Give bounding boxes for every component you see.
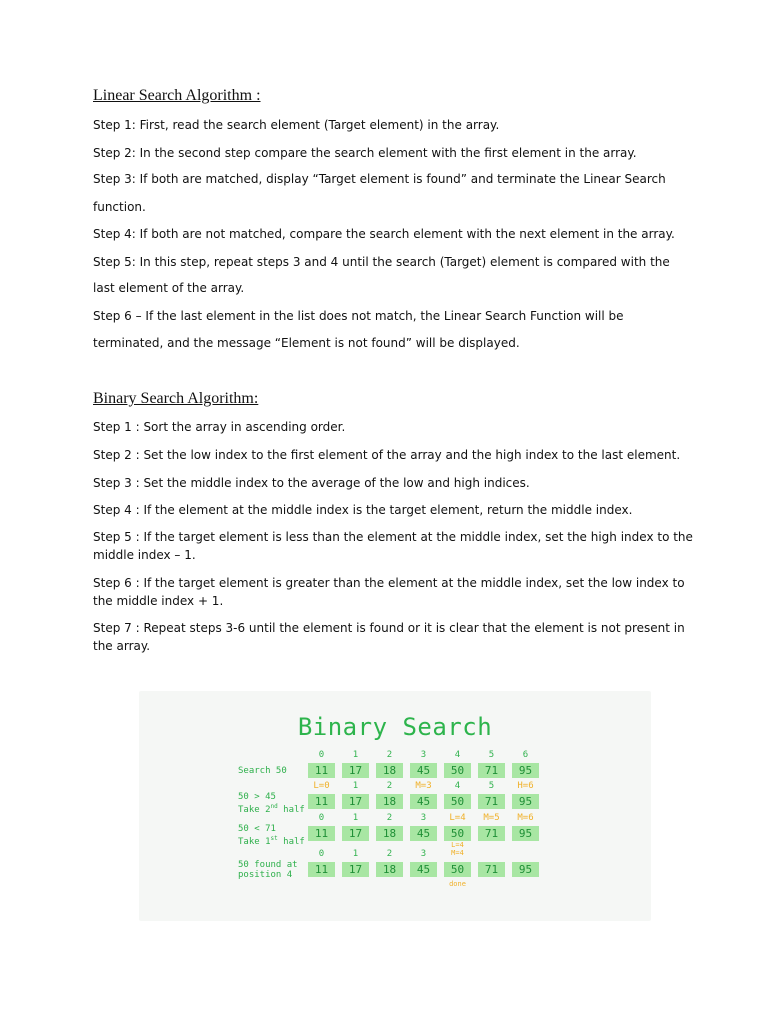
index-label: 3: [420, 750, 427, 760]
row-label: [238, 860, 298, 880]
array-cell: 50: [444, 826, 471, 841]
array-cell: 11: [308, 763, 335, 778]
row-label-line: Search 50: [238, 766, 287, 776]
row-label-line: Take 1st half: [238, 835, 305, 847]
array-cell: 50: [444, 862, 471, 877]
array-cell: 17: [342, 763, 369, 778]
index-label: 2: [386, 781, 393, 791]
linear-step-line: Step 1: First, read the search element (Target element) in the array.: [93, 118, 500, 132]
linear-step-line: Step 3: If both are matched, display “Target element is found” and terminate the Linear Search: [93, 172, 666, 186]
index-label: M=3: [415, 781, 432, 791]
array-cell: 17: [342, 862, 369, 877]
array-cell: 17: [342, 826, 369, 841]
array-cell: 11: [308, 862, 335, 877]
index-label: 3: [420, 849, 427, 859]
index-label: 0: [318, 849, 325, 859]
linear-step-line: Step 2: In the second step compare the search element with the first element in the array.: [93, 146, 637, 160]
index-label: 0: [318, 750, 325, 760]
binary-step-line: Step 6 : If the target element is greater than the element at the middle index, set the low index to: [93, 576, 685, 590]
index-label: 2: [386, 813, 393, 823]
binary-step-line: Step 1 : Sort the array in ascending order.: [93, 420, 346, 434]
row-label-line: 50 > 45: [238, 792, 276, 802]
linear-search-heading: Linear Search Algorithm :: [93, 87, 261, 104]
index-label: M=6: [517, 813, 534, 823]
binary-step-line: middle index – 1.: [93, 548, 196, 562]
linear-step-line: last element of the array.: [93, 281, 245, 295]
array-cell: 45: [410, 862, 437, 877]
index-label: 2: [386, 750, 393, 760]
binary-step-line: the middle index + 1.: [93, 594, 224, 608]
index-label: 3: [420, 813, 427, 823]
linear-step-line: Step 6 – If the last element in the list does not match, the Linear Search Function will be: [93, 309, 624, 323]
array-cell: 71: [478, 826, 505, 841]
linear-step-line: function.: [93, 200, 146, 214]
array-cell: 18: [376, 826, 403, 841]
array-cell: 11: [308, 826, 335, 841]
binary-step-line: Step 5 : If the target element is less than the element at the middle index, set the high index to the: [93, 530, 693, 544]
array-cell: 11: [308, 794, 335, 809]
done-note: done: [449, 880, 466, 888]
index-label: 6: [522, 750, 529, 760]
index-label: 1: [352, 781, 359, 791]
binary-step-line: Step 4 : If the element at the middle index is the target element, return the middle index.: [93, 503, 633, 517]
index-label: 4: [454, 750, 461, 760]
binary-step-line: the array.: [93, 639, 151, 653]
binary-search-diagram: [139, 691, 651, 921]
index-label: 5: [488, 750, 495, 760]
binary-step-line: Step 2 : Set the low index to the first element of the array and the high index to the last element.: [93, 448, 681, 462]
array-cell: 95: [512, 794, 539, 809]
row-label-line: position 4: [238, 870, 293, 880]
row-label-line: Take 2nd half: [238, 803, 305, 815]
row-label: [238, 792, 305, 815]
array-cell: 71: [478, 794, 505, 809]
index-label: H=6: [517, 781, 534, 791]
index-label: 0: [318, 813, 325, 823]
array-cell: 50: [444, 794, 471, 809]
index-label: 1: [352, 813, 359, 823]
linear-step-line: Step 4: If both are not matched, compare the search element with the next element in the array.: [93, 227, 675, 241]
array-cell: 45: [410, 763, 437, 778]
index-label: L=0: [313, 781, 330, 791]
array-cell: 71: [478, 862, 505, 877]
row-label: [238, 766, 287, 776]
array-cell: 95: [512, 763, 539, 778]
row-label-line: 50 found at: [238, 860, 298, 870]
index-label: 1: [352, 849, 359, 859]
array-cell: 45: [410, 826, 437, 841]
index-label: 5: [488, 781, 495, 791]
array-cell: 95: [512, 826, 539, 841]
array-cell: 17: [342, 794, 369, 809]
linear-step-line: Step 5: In this step, repeat steps 3 and 4 until the search (Target) element is compared with the: [93, 255, 670, 269]
array-cell: 95: [512, 862, 539, 877]
binary-step-line: Step 7 : Repeat steps 3-6 until the element is found or it is clear that the element is not present in: [93, 621, 685, 635]
array-cell: 18: [376, 862, 403, 877]
linear-step-line: terminated, and the message “Element is not found” will be displayed.: [93, 336, 520, 350]
index-label: L=4 M=4: [451, 841, 464, 857]
array-cell: 50: [444, 763, 471, 778]
binary-step-line: Step 3 : Set the middle index to the average of the low and high indices.: [93, 476, 530, 490]
index-label: 4: [454, 781, 461, 791]
array-cell: 71: [478, 763, 505, 778]
index-label: 1: [352, 750, 359, 760]
diagram-title: Binary Search: [297, 713, 493, 741]
row-label: [238, 824, 305, 847]
binary-search-heading: Binary Search Algorithm:: [93, 390, 259, 407]
row-label-line: 50 < 71: [238, 824, 276, 834]
index-label: 2: [386, 849, 393, 859]
array-cell: 18: [376, 763, 403, 778]
array-cell: 18: [376, 794, 403, 809]
index-label: L=4: [449, 813, 466, 823]
index-label: M=5: [483, 813, 500, 823]
array-cell: 45: [410, 794, 437, 809]
